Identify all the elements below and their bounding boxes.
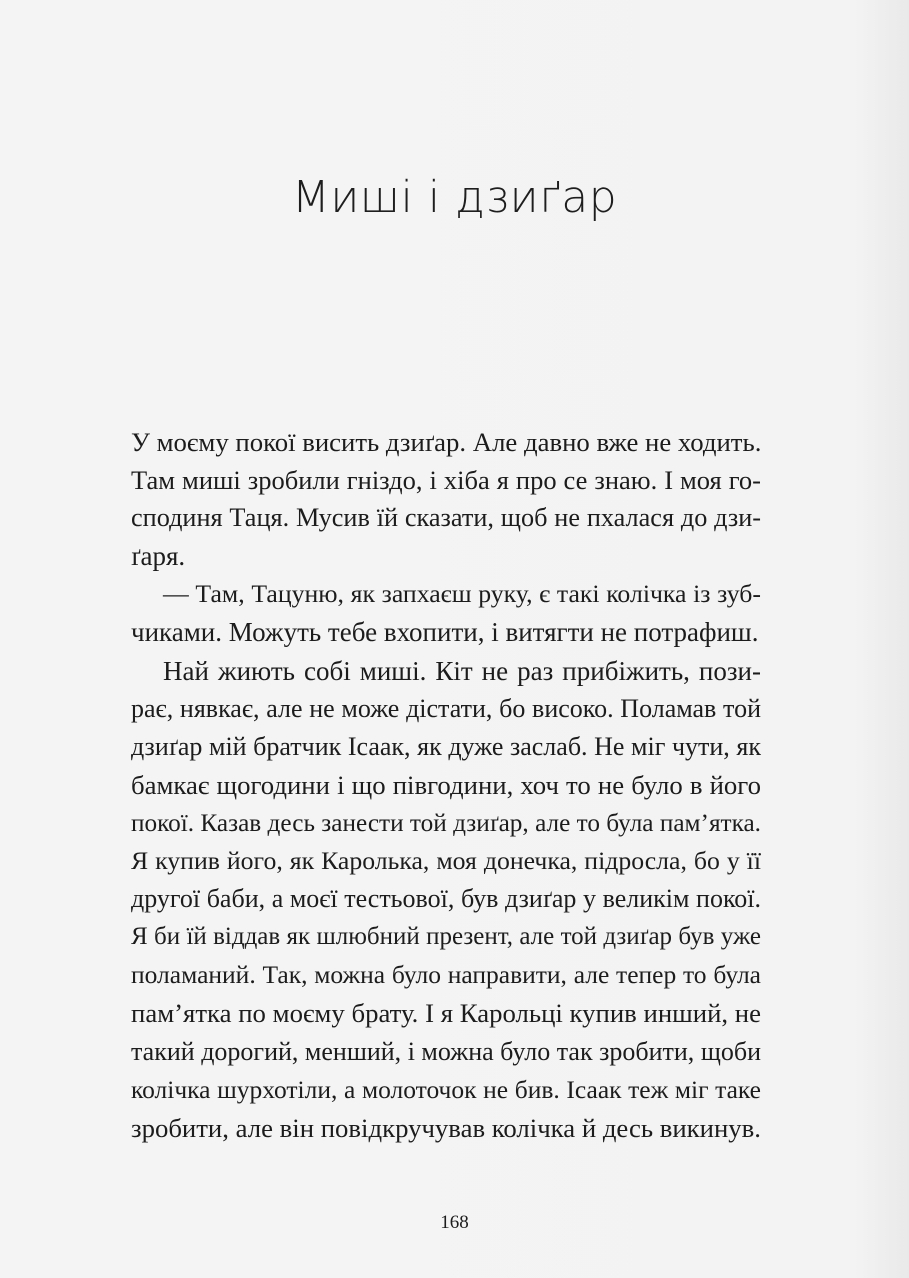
text-line: Най жиють собі миші. Кіт не раз прибіжить, пози- (163, 655, 761, 686)
text-line: рає, нявкає, але не може дістати, бо високо. Поламав той (131, 693, 761, 723)
text-line: дзиґар мій братчик Ісаак, як дуже заслаб. Не міг чути, як (131, 731, 761, 761)
text-line: Я би їй віддав як шлюбний презент, але той дзиґар був уже (131, 923, 761, 951)
text-line: такий дорогий, менший, і можна було так зробити, щоби (131, 1036, 761, 1066)
body-text (131, 423, 761, 1147)
text-line: — Там, Тацуню, як запхаєш руку, є такі колічка із зуб- (163, 579, 761, 609)
page-number: 168 (440, 1212, 469, 1233)
text-line: Я купив його, як Каролька, моя донечка, підросла, бо у її (131, 846, 761, 876)
text-line: покої. Казав десь занести той дзиґар, але то була пам’ятка. (131, 808, 761, 837)
text-line: Там миші зробили гніздо, і хіба я про се знаю. І моя го- (131, 465, 761, 496)
text-line: бамкає щогодини і що півгодини, хоч то не було в його (131, 769, 761, 800)
text-line: зробити, але він повідкручував колічка й десь викинув. (131, 1112, 761, 1143)
text-line: поламаний. Так, можна було направити, але тепер то була (131, 960, 761, 990)
text-line: чиками. Можуть тебе вхопити, і витягти не потрафиш. (131, 617, 759, 648)
text-line: сподиня Таця. Мусив їй сказати, щоб не пхалася до дзи- (131, 503, 761, 533)
chapter-title: Миші і дзиґар (291, 172, 618, 223)
text-line: У моєму покої висить дзиґар. Але давно вже не ходить. (131, 427, 762, 457)
text-line: другої баби, а моєї тестьової, був дзиґар у великім покої. (131, 884, 761, 914)
text-line: ґаря. (131, 541, 186, 572)
text-line: пам’ятка по моєму брату. І я Карольці купив инший, не (131, 998, 761, 1029)
text-line: колічка шурхотіли, а молоточок не бив. Ісаак теж міг таке (131, 1074, 761, 1104)
